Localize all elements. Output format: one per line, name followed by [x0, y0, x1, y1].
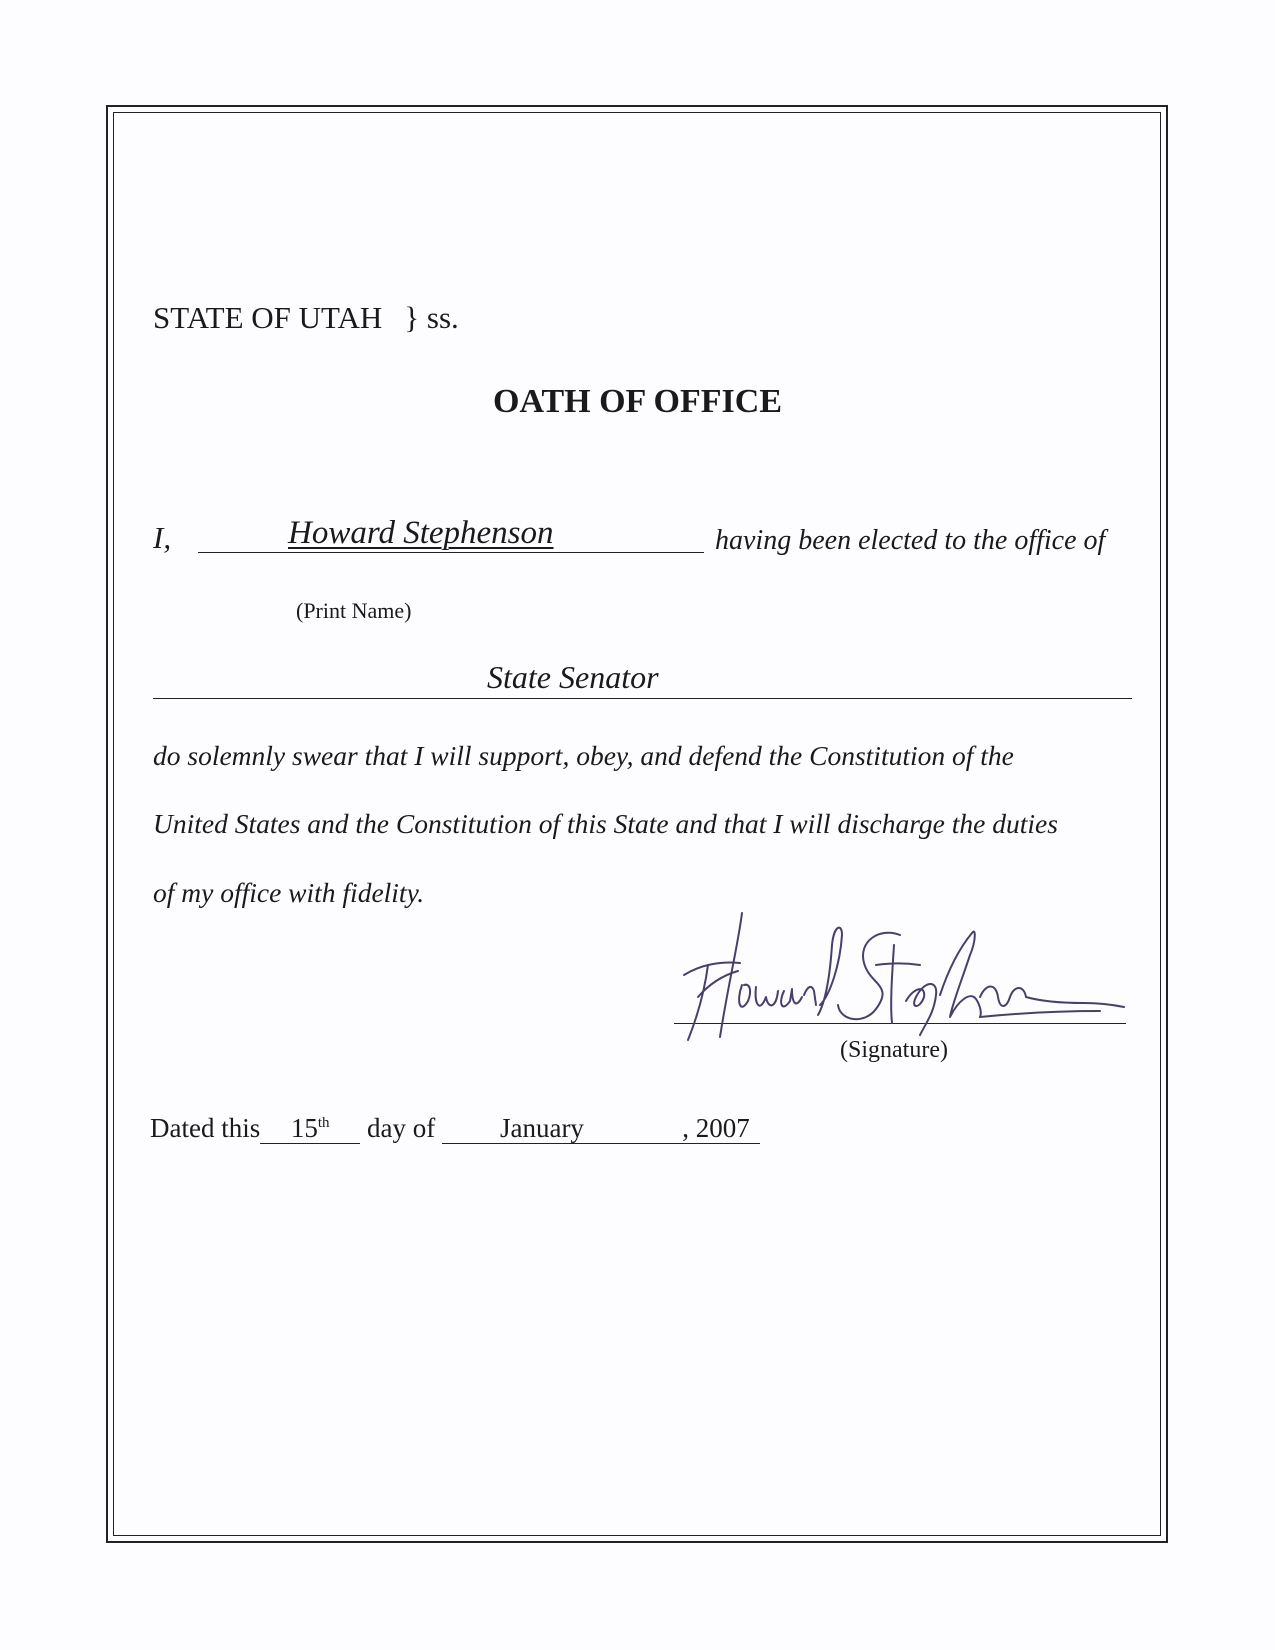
day-suffix: th [317, 1115, 330, 1131]
handwritten-signature [680, 905, 1130, 1050]
dated-line [150, 1108, 760, 1144]
day-value: 15 [290, 1113, 318, 1143]
state-name: STATE OF UTAH [153, 300, 383, 335]
month-field [442, 1113, 672, 1144]
oath-text-line-2: United States and the Constitution of this State and that I will discharge the duties [153, 808, 1058, 839]
dated-prefix: Dated this [150, 1113, 261, 1143]
day-of-text: day of [366, 1113, 436, 1143]
pronoun-label: I, [153, 520, 172, 555]
printed-name: Howard Stephenson [288, 515, 554, 551]
state-venue-line [153, 300, 459, 336]
signature-label: (Signature) [840, 1037, 948, 1063]
office-field [153, 660, 1132, 699]
print-name-field [198, 512, 704, 553]
venue-ss: } ss. [404, 300, 459, 335]
month-value: January [499, 1113, 584, 1143]
oath-text-line-1: do solemnly swear that I will support, obey, and defend the Constitution of the [153, 740, 1014, 771]
year-value: 2007 [695, 1113, 750, 1143]
document-title: OATH OF OFFICE [493, 383, 782, 420]
office-value: State Senator [487, 659, 659, 695]
year-field [672, 1113, 760, 1144]
year-comma: , [682, 1113, 689, 1143]
print-name-label: (Print Name) [296, 598, 412, 623]
day-field [260, 1108, 360, 1144]
oath-text-line-3: of my office with fidelity. [153, 877, 425, 908]
elected-text: having been elected to the office of [715, 525, 1106, 556]
